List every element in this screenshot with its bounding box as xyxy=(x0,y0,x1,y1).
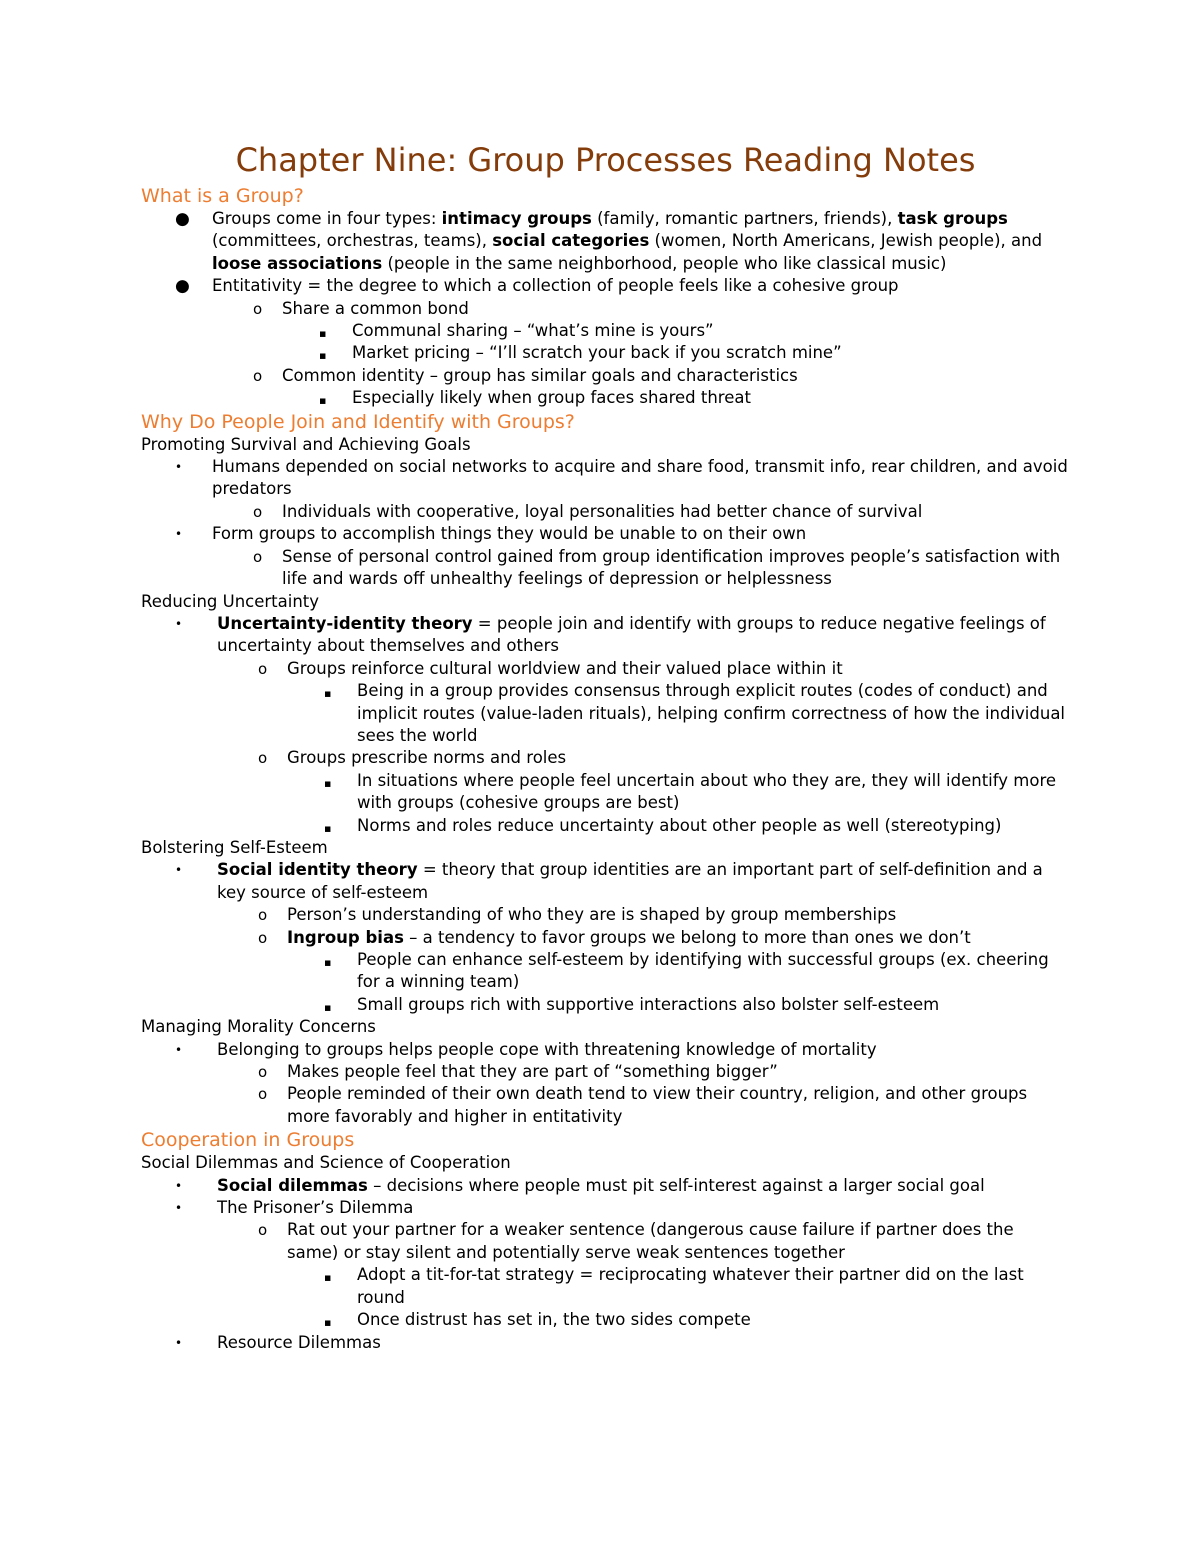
bullet-dot-icon: • xyxy=(175,1042,183,1057)
key-term: Uncertainty-identity theory xyxy=(217,613,473,633)
bullet-circle-icon: o xyxy=(258,928,268,947)
key-term: social categories xyxy=(492,231,650,251)
list-item: • Form groups to accomplish things they would be unable to on their own xyxy=(141,523,1070,545)
list-item: o Individuals with cooperative, loyal personalities had better chance of survival xyxy=(141,501,1070,523)
list-item: • Belonging to groups helps people cope with threatening knowledge of mortality xyxy=(141,1039,1070,1061)
bullet-square-icon: ▪ xyxy=(324,776,332,790)
list-item: o Person’s understanding of who they are is shaped by group memberships xyxy=(141,904,1070,926)
list-item: o Common identity – group has similar goals and characteristics xyxy=(141,365,1070,387)
key-term: Social dilemmas xyxy=(217,1175,368,1195)
bullet-circle-icon: o xyxy=(258,659,268,678)
list-item: • Social identity theory = theory that group identities are an important part of self-definition and a key source of self-esteem xyxy=(175,860,1043,902)
bullet-dot-icon: • xyxy=(175,1201,183,1216)
bullet-square-icon: ▪ xyxy=(324,1000,332,1014)
list-item: ▪ Being in a group provides consensus through explicit routes (codes of conduct) and implicit routes (value-laden rituals), helping confirm correctness of how the individual sees the world xyxy=(324,681,1066,745)
key-term: Social identity theory xyxy=(217,860,418,880)
list-item: o Groups prescribe norms and roles xyxy=(141,747,1070,769)
document-title: Chapter Nine: Group Processes Reading Notes xyxy=(235,141,976,179)
section-heading-cooperation: Cooperation in Groups xyxy=(141,1129,355,1152)
list-item: o Groups reinforce cultural worldview and their valued place within it xyxy=(141,658,1070,680)
subheading: Managing Morality Concerns xyxy=(141,1017,376,1037)
list-item: • The Prisoner’s Dilemma xyxy=(141,1197,1070,1219)
key-term: Ingroup bias xyxy=(287,927,404,947)
bullet-circle-icon: o xyxy=(253,299,263,318)
bullet-list xyxy=(141,456,1070,590)
list-item: o Sense of personal control gained from group identification improves people’s satisfaction with life and wards off unhealthy feelings of depression or helplessness xyxy=(253,546,1061,589)
bullet-circle-icon: o xyxy=(258,1085,268,1104)
bullet-square-icon: ▪ xyxy=(324,1316,332,1330)
list-item: ▪ People can enhance self-esteem by identifying with successful groups (ex. cheering for a winning team) xyxy=(324,950,1049,992)
list-item: ▪ Small groups rich with supportive interactions also bolster self-esteem xyxy=(141,994,1070,1016)
bullet-circle-icon: o xyxy=(253,547,263,566)
bullet-circle-icon: o xyxy=(258,906,268,925)
bullet-circle-icon: o xyxy=(258,1221,268,1240)
list-item: o Share a common bond xyxy=(141,298,1070,320)
list-item: o Rat out your partner for a weaker sentence (dangerous cause failure if partner does the same) or stay silent and potentially serve weak sentences together xyxy=(258,1220,1014,1262)
list-item: ▪ In situations where people feel uncertain about who they are, they will identify more with groups (cohesive groups are best) xyxy=(324,770,1057,813)
bullet-dot-icon: • xyxy=(175,863,183,878)
key-term: loose associations xyxy=(212,253,383,273)
list-item: • Humans depended on social networks to acquire and share food, transmit info, rear children, and avoid predators xyxy=(175,457,1068,499)
bullet-list xyxy=(141,859,1070,1016)
list-item: ▪ Especially likely when group faces shared threat xyxy=(141,387,1070,409)
list-item: • Uncertainty-identity theory = people join and identify with groups to reduce negative feelings of uncertainty about themselves and others xyxy=(175,613,1046,656)
bullet-circle-icon: o xyxy=(253,502,263,521)
list-item: ▪ Communal sharing – “what’s mine is yours” xyxy=(141,320,1070,342)
bullet-dot-icon: • xyxy=(175,1178,183,1193)
bullet-square-icon: ▪ xyxy=(324,687,332,701)
bullet-list xyxy=(141,1175,1070,1354)
bullet-dot-icon: • xyxy=(175,1335,183,1350)
bullet-square-icon: ▪ xyxy=(319,349,327,363)
list-item: ● Entitativity = the degree to which a collection of people feels like a cohesive group xyxy=(175,276,899,297)
bullet-circle-icon: o xyxy=(253,366,263,385)
list-item: o People reminded of their own death tend to view their country, religion, and other groups more favorably and higher in entitativity xyxy=(258,1084,1028,1126)
key-term: intimacy groups xyxy=(441,209,592,228)
bullet-disc-icon: ● xyxy=(175,209,190,229)
bullet-disc-icon: ● xyxy=(175,276,190,297)
list-item: • Resource Dilemmas xyxy=(141,1332,1070,1354)
list-item: ▪ Norms and roles reduce uncertainty about other people as well (stereotyping) xyxy=(141,815,1070,837)
bullet-dot-icon: • xyxy=(175,616,183,631)
list-item: • Social dilemmas – decisions where people must pit self-interest against a larger social goal xyxy=(141,1175,1070,1197)
bullet-dot-icon: • xyxy=(175,527,183,542)
bullet-circle-icon: o xyxy=(258,749,268,768)
bullet-list xyxy=(141,613,1070,837)
bullet-square-icon: ▪ xyxy=(319,327,327,341)
bullet-square-icon: ▪ xyxy=(319,394,327,408)
section-heading-what-is-a-group: What is a Group? xyxy=(141,185,304,207)
key-term: task groups xyxy=(897,209,1008,228)
bullet-dot-icon: • xyxy=(175,460,183,475)
list-item: ▪ Adopt a tit-for-tat strategy = reciprocating whatever their partner did on the last round xyxy=(324,1265,1024,1307)
bullet-list xyxy=(141,208,1070,410)
subheading: Social Dilemmas and Science of Cooperation xyxy=(141,1153,511,1173)
subheading: Promoting Survival and Achieving Goals xyxy=(141,434,471,454)
bullet-square-icon: ▪ xyxy=(324,821,332,835)
section-heading-why-join-groups: Why Do People Join and Identify with Groups? xyxy=(141,410,575,433)
subheading: Bolstering Self-Esteem xyxy=(141,837,328,857)
list-item: ▪ Once distrust has set in, the two sides compete xyxy=(141,1309,1070,1331)
bullet-circle-icon: o xyxy=(258,1063,268,1082)
list-item: ● Groups come in four types: intimacy groups (family, romantic partners, friends), task groups (committees, orchestras, teams), social categories (women, North Americans, Jewish people), and loose associations (people in the same neighborhood, people who like classical music) xyxy=(175,209,1043,273)
subheading: Reducing Uncertainty xyxy=(141,591,320,611)
bullet-list xyxy=(141,1039,1070,1129)
list-item: o Makes people feel that they are part of “something bigger” xyxy=(141,1061,1070,1083)
bullet-square-icon: ▪ xyxy=(324,956,332,969)
bullet-square-icon: ▪ xyxy=(324,1271,332,1285)
list-item: o Ingroup bias – a tendency to favor groups we belong to more than ones we don’t xyxy=(141,927,1070,949)
list-item: ▪ Market pricing – “I’ll scratch your back if you scratch mine” xyxy=(141,342,1070,364)
